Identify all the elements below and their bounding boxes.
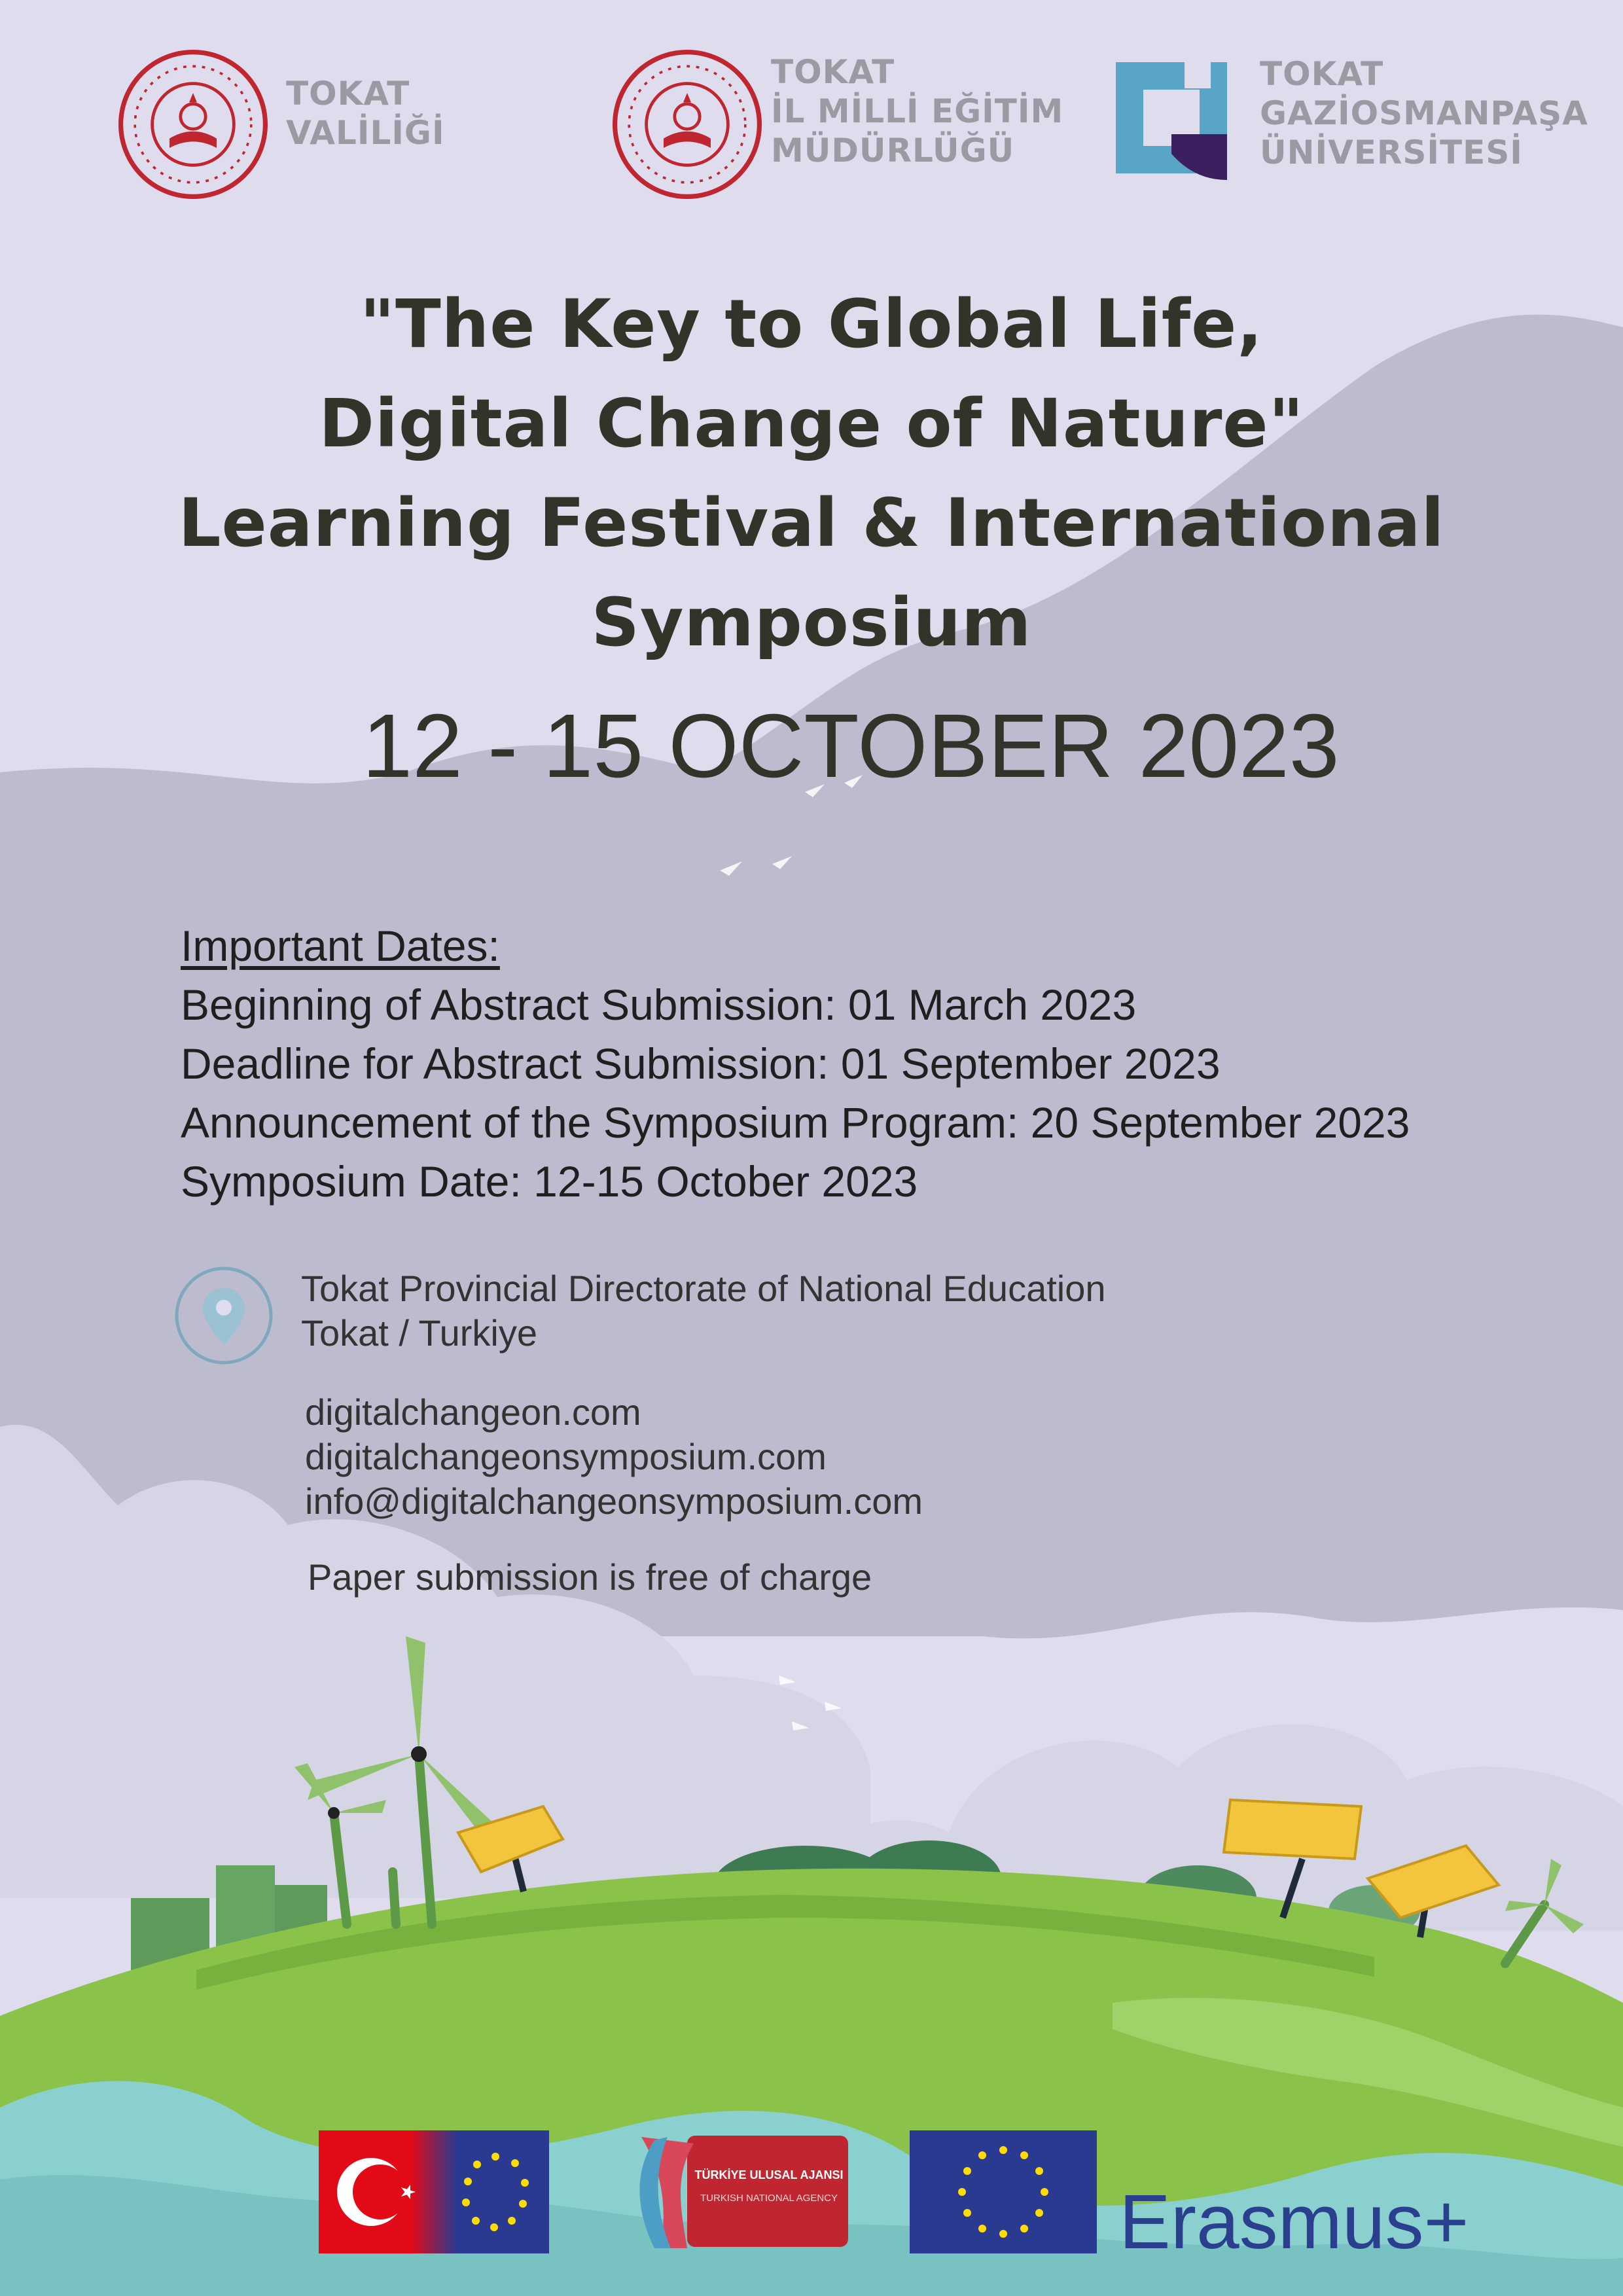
title-line-4: Symposium <box>591 584 1032 662</box>
email-link[interactable]: info@digitalchangeonsymposium.com <box>305 1480 923 1522</box>
gop-university-logo <box>1109 56 1240 187</box>
meb-line-1: TOKAT <box>771 53 895 91</box>
event-title <box>0 275 1623 673</box>
national-agency-name: TÜRKİYE ULUSAL AJANSI <box>694 2168 844 2181</box>
meb-seal-logo <box>609 46 766 203</box>
erasmus-plus-logo-text: Erasmus+ <box>1119 2179 1469 2265</box>
turkey-eu-flag-logo <box>319 2130 549 2253</box>
valilik-line-1: TOKAT <box>286 75 410 113</box>
university-line-1: TOKAT <box>1260 55 1384 93</box>
title-line-1: "The Key to Global Life, <box>359 285 1264 363</box>
symposium-website-link[interactable]: digitalchangeonsymposium.com <box>305 1436 827 1477</box>
valilik-logo-text <box>286 74 445 152</box>
contacts <box>305 1390 923 1524</box>
date-item: Announcement of the Symposium Program: 20 September 2023 <box>181 1098 1410 1147</box>
website-link[interactable]: digitalchangeon.com <box>305 1391 641 1433</box>
event-date: 12 - 15 OCTOBER 2023 <box>362 696 1340 797</box>
venue-city: Tokat / Turkiye <box>301 1312 538 1354</box>
location-pin-icon <box>171 1263 276 1368</box>
tokat-valiligi-seal-logo <box>115 46 272 203</box>
eu-flag-icon <box>910 2130 1097 2253</box>
valilik-line-2: VALİLİĞİ <box>286 114 445 152</box>
university-line-3: ÜNİVERSİTESİ <box>1260 134 1523 171</box>
date-item: Deadline for Abstract Submission: 01 September 2023 <box>181 1039 1221 1088</box>
meb-line-2: İL MİLLİ EĞİTİM <box>771 92 1064 130</box>
venue <box>301 1266 1106 1355</box>
date-item: Beginning of Abstract Submission: 01 March 2023 <box>181 980 1137 1029</box>
venue-name: Tokat Provincial Directorate of National Education <box>301 1268 1106 1309</box>
date-item: Symposium Date: 12-15 October 2023 <box>181 1157 918 1206</box>
important-dates-heading: Important Dates: <box>181 922 500 970</box>
title-line-3: Learning Festival & International <box>178 484 1445 562</box>
national-agency-subname: TURKISH NATIONAL AGENCY <box>700 2193 838 2204</box>
meb-logo-text <box>771 52 1063 170</box>
university-line-2: GAZİOSMANPAŞA <box>1260 94 1588 132</box>
fee-note: Paper submission is free of charge <box>308 1556 872 1598</box>
important-dates <box>181 916 1410 1211</box>
title-line-2: Digital Change of Nature" <box>319 385 1304 463</box>
meb-line-3: MÜDÜRLÜĞÜ <box>771 132 1015 170</box>
university-logo-text <box>1260 54 1588 172</box>
